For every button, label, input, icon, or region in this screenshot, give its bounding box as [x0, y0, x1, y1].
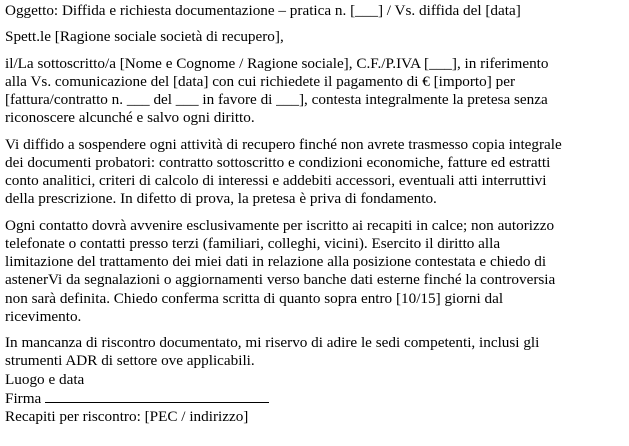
paragraph1-line: [fattura/contratto n. ___ del ___ in favore di ___], contesta integralmente la pretesa senza	[5, 91, 548, 109]
paragraph2-line: dei documenti probatori: contratto sottoscritto e condizioni economiche, fatture ed estratti	[5, 153, 551, 171]
paragraph3-line: astenerVi da segnalazioni o aggiornamenti verso banche dati esterne finché la controversia	[5, 271, 556, 289]
addressee-line	[5, 28, 623, 46]
signature-row	[5, 389, 623, 408]
paragraph3-line: ricevimento.	[5, 307, 82, 325]
subject-line	[5, 2, 623, 20]
paragraph4-line: In mancanza di riscontro documentato, mi riservo di adire le sedi competenti, inclusi gli	[5, 334, 540, 352]
paragraph1-line: il/La sottoscritto/a [Nome e Cognome / Ragione sociale], C.F./P.IVA [___], in riferimento	[5, 54, 549, 72]
paragraph-reservation	[5, 334, 623, 370]
paragraph3-line: Ogni contatto dovrà avvenire esclusivamente per iscritto ai recapiti in calce; non autorizzo	[5, 216, 555, 234]
signature-line	[45, 389, 269, 403]
addressee-text: Spett.le [Ragione sociale società di recupero],	[5, 28, 284, 46]
paragraph3-line: telefonate o contatti presso terzi (familiari, colleghi, vicini). Esercito il diritto alla	[5, 234, 501, 252]
paragraph3-line: non sarà definita. Chiedo conferma scritta di quanto sopra entro [10/15] giorni dal	[5, 289, 504, 307]
signature-label: Firma	[5, 389, 42, 407]
paragraph2-line: della prescrizione. In difetto di prova, la pretesa è priva di fondamento.	[5, 190, 437, 208]
closing-block	[5, 371, 623, 427]
contacts-line: Recapiti per riscontro: [PEC / indirizzo]	[5, 408, 249, 425]
paragraph-contestation	[5, 55, 623, 128]
paragraph-contacts-privacy	[5, 217, 623, 326]
place-date-label: Luogo e data	[5, 370, 85, 388]
paragraph-documents-request	[5, 136, 623, 209]
paragraph1-line: riconoscere alcunché e salvo ogni diritto.	[5, 109, 255, 127]
paragraph4-line: strumenti ADR di settore ove applicabili.	[5, 352, 255, 370]
paragraph1-line: alla Vs. comunicazione del [data] con cui richiedete il pagamento di € [importo] per	[5, 72, 515, 90]
paragraph2-line: Vi diffido a sospendere ogni attività di recupero finché non avrete trasmesso copia integrale	[5, 135, 562, 153]
paragraph3-line: limitazione del trattamento dei miei dati in relazione alla posizione contestata e chiedo di	[5, 253, 547, 271]
paragraph2-line: conto analitici, criteri di calcolo di interessi e addebiti accessori, eventuali atti interruttivi	[5, 172, 547, 190]
subject-text: Oggetto: Diffida e richiesta documentazione – pratica n. [___] / Vs. diffida del [data]	[5, 2, 521, 19]
